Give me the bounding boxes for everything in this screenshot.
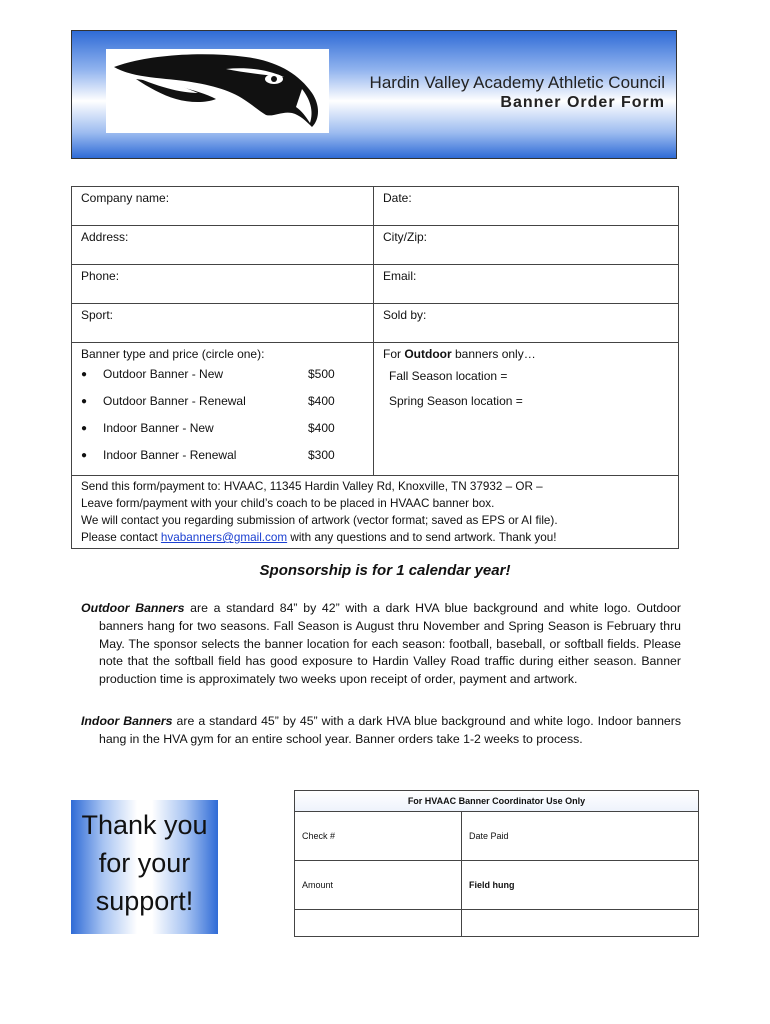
banner-option[interactable]: ● Outdoor Banner - Renewal $400 [81, 394, 335, 408]
banner-option[interactable]: ● Indoor Banner - Renewal $300 [81, 448, 335, 462]
email-field[interactable]: Email: [383, 269, 417, 283]
coordinator-table [294, 790, 699, 937]
form-title: Banner Order Form [500, 94, 665, 111]
check-number-field[interactable]: Check # [295, 812, 462, 860]
banner-option[interactable]: ● Indoor Banner - New $400 [81, 421, 335, 435]
bullet-icon: ● [81, 396, 88, 407]
hawk-head-icon [106, 49, 329, 133]
bullet-icon: ● [81, 369, 88, 380]
sponsorship-heading: Sponsorship is for 1 calendar year! [259, 562, 511, 579]
spring-location-field[interactable]: Spring Season location = [389, 394, 523, 408]
contact-email-link[interactable]: hvabanners@gmail.com [160, 531, 288, 544]
banner-option[interactable]: ● Outdoor Banner - New $500 [81, 367, 335, 381]
date-paid-field[interactable]: Date Paid [469, 831, 509, 841]
sold-by-field[interactable]: Sold by: [383, 308, 427, 322]
banner-type-cell [72, 343, 374, 475]
coordinator-title: For HVAAC Banner Coordinator Use Only [295, 791, 698, 812]
blank-cell-left[interactable] [295, 910, 462, 936]
outdoor-location-cell [374, 343, 678, 475]
phone-field[interactable]: Phone: [72, 265, 374, 303]
fall-location-field[interactable]: Fall Season location = [389, 369, 508, 383]
indoor-banners-paragraph: Indoor Banners are a standard 45” by 45” with a dark HVA blue background and white logo. Indoor banners hang in the HVA gym for an entire school year. Banner orders take 1-2 weeks to process. [81, 714, 681, 746]
bullet-icon: ● [81, 450, 88, 461]
banner-type-label: Banner type and price (circle one): [81, 347, 265, 361]
date-field[interactable]: Date: [383, 191, 412, 205]
org-title: Hardin Valley Academy Athletic Council [369, 73, 665, 92]
outdoor-banners-paragraph: Outdoor Banners are a standard 84” by 42” with a dark HVA blue background and white logo. Outdoor banners hang for two seasons. Fall Season is August thru November and Spring Season is February thru May. The sponsor selects the banner location for each season: football, baseball, or softball fields. Please note that the softball field has good exposure to Hardin Valley Road traffic during either season. Banner production time is approximately two weeks upon receipt of order, payment and artwork. [81, 601, 681, 687]
form-header [71, 30, 677, 159]
banner-options-list [81, 367, 364, 475]
blank-cell-right[interactable] [462, 910, 698, 936]
hawk-logo [106, 49, 329, 133]
bullet-icon: ● [81, 423, 88, 434]
amount-field[interactable]: Amount [295, 861, 462, 909]
city-zip-field[interactable]: City/Zip: [383, 230, 428, 244]
address-field[interactable]: Address: [72, 226, 374, 264]
sport-field[interactable]: Sport: [72, 304, 374, 342]
outdoor-only-label: For Outdoor banners only… [383, 347, 536, 361]
send-instructions: Send this form/payment to: HVAAC, 11345 Hardin Valley Rd, Knoxville, TN 37932 – OR – Leave form/payment with your child’s coach to be placed in HVAAC banner box. We will contact you regarding submission of artwork (vector format; saved as EPS or AI file). Please contact hvabanners@gmail.com with any questions and to send artwork. Thank you! [81, 480, 558, 544]
order-form-table [71, 186, 679, 549]
thank-you-box: Thank you for your support! [71, 800, 218, 934]
company-name-field[interactable]: Company name: [72, 187, 374, 225]
field-hung-field[interactable]: Field hung [469, 880, 515, 890]
